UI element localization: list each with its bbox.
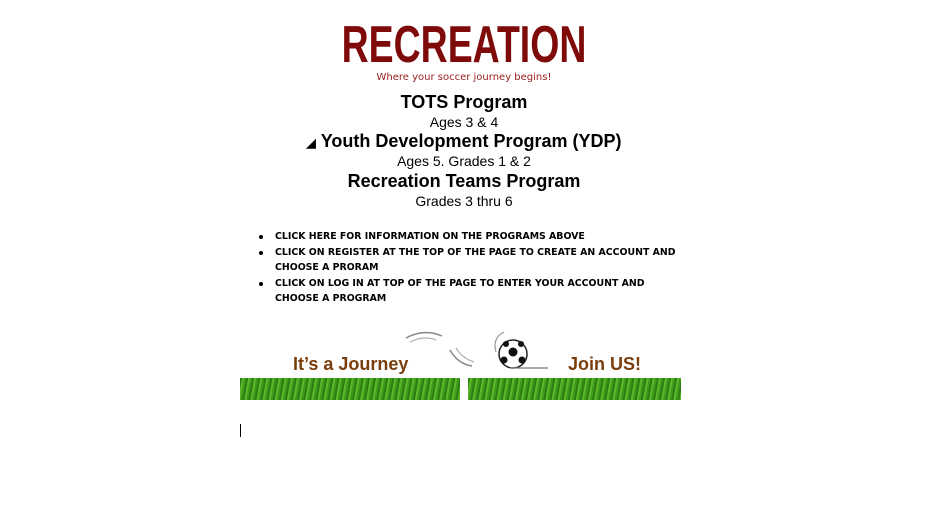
login-instruction: CLICK ON LOG IN AT TOP OF THE PAGE TO ENTER YOUR ACCOUNT AND CHOOSE A PROGRAM	[258, 276, 688, 307]
program-ages-ydp: Ages 5. Grades 1 & 2	[397, 153, 531, 169]
program-ages-tots: Ages 3 & 4	[429, 114, 499, 130]
register-instruction: CLICK ON REGISTER AT THE TOP OF THE PAGE TO CREATE AN ACCOUNT AND CHOOSE A PRORAM	[258, 245, 688, 276]
program-title-ydp	[0, 131, 928, 153]
instructions-list	[258, 229, 688, 307]
grass-left	[240, 378, 460, 400]
program-title-tots: TOTS Program	[400, 92, 528, 112]
soccer-banner-image	[240, 318, 681, 400]
banner-left-text: It’s a Journey	[293, 354, 409, 374]
info-link[interactable]: CLICK HERE FOR INFORMATION ON THE PROGRAMS ABOVE	[258, 229, 688, 245]
program-ages-rec-teams: Grades 3 thru 6	[415, 193, 513, 209]
soccer-ball-icon	[400, 322, 550, 374]
grass-right	[468, 378, 681, 400]
text-cursor	[240, 424, 241, 437]
program-title-ydp-text: Youth Development Program (YDP)	[320, 131, 622, 151]
banner-right-text: Join US!	[568, 354, 642, 374]
program-title-rec-teams: Recreation Teams Program	[347, 171, 581, 191]
tagline: Where your soccer journey begins!	[376, 72, 552, 83]
page-title: RECREATION	[341, 16, 587, 74]
collapse-triangle-icon[interactable]: ◢	[306, 136, 316, 150]
